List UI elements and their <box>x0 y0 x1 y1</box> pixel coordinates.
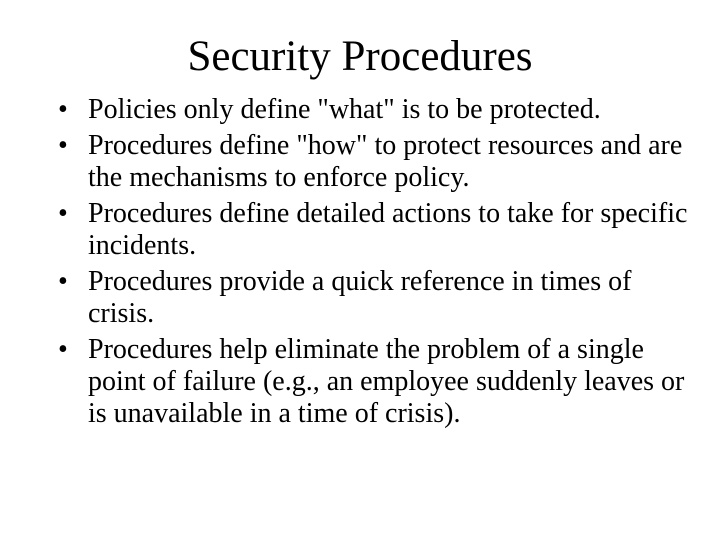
bullet-text: Procedures provide a quick reference in times of crisis. <box>88 266 632 329</box>
bullet-list <box>56 94 696 434</box>
bullet-point-icon: • <box>58 266 68 297</box>
bullet-point-icon: • <box>58 198 68 229</box>
slide-title: Security Procedures <box>187 33 533 80</box>
bullet-text: Procedures define "how" to protect resources and are the mechanisms to enforce policy. <box>88 130 683 193</box>
bullet-item-4 <box>56 266 696 330</box>
bullet-item-5 <box>56 334 696 430</box>
bullet-text: Procedures help eliminate the problem of a single point of failure (e.g., an employee suddenly leaves or is unavailable in a time of crisis). <box>88 334 685 429</box>
bullet-item-3 <box>56 198 696 262</box>
bullet-item-1 <box>56 94 696 126</box>
bullet-text: Procedures define detailed actions to take for specific incidents. <box>88 198 688 261</box>
bullet-text: Policies only define "what" is to be protected. <box>88 94 601 125</box>
bullet-item-2 <box>56 130 696 194</box>
bullet-point-icon: • <box>58 334 68 365</box>
bullet-point-icon: • <box>58 130 68 161</box>
bullet-point-icon: • <box>58 94 68 125</box>
